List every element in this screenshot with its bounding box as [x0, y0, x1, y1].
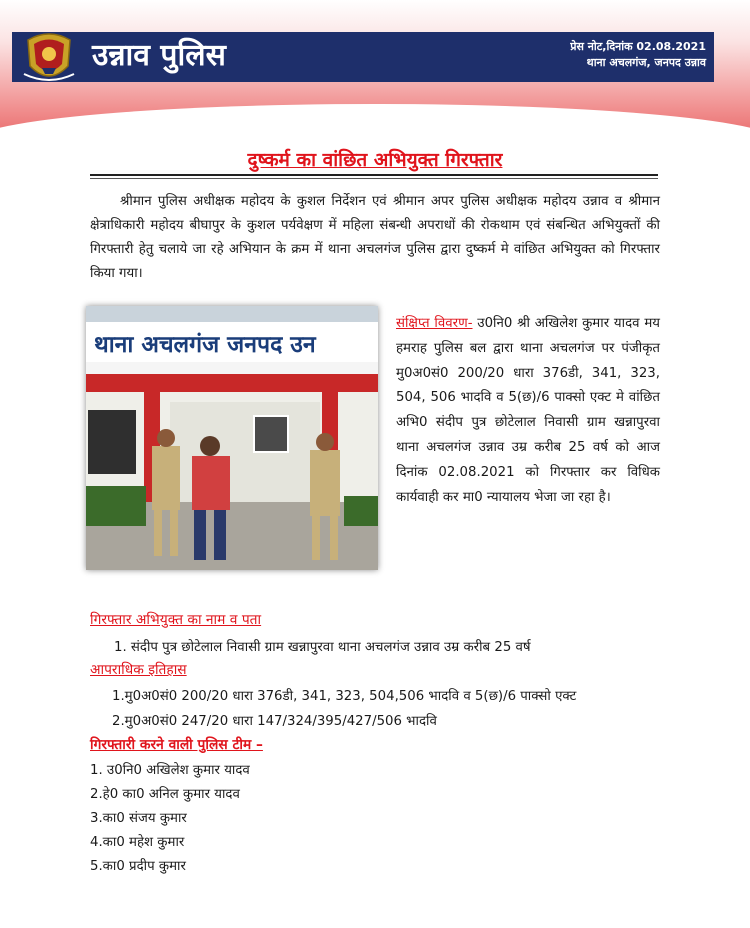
history-item: 1.मु0अ0सं0 200/20 धारा 376डी, 341, 323, 504,506 भादवि व 5(छ)/6 पाक्सो एक्ट [112, 689, 577, 704]
summary-label: संक्षिप्त विवरण- [396, 316, 473, 331]
title-rule-thin [90, 178, 658, 179]
press-note [570, 39, 706, 71]
brand-name: उन्नाव पुलिस [92, 38, 226, 73]
press-note-station: थाना अचलगंज, जनपद उन्नाव [586, 56, 706, 69]
team-member: 5.का0 प्रदीप कुमार [90, 859, 186, 874]
summary-text: उ0नि0 श्री अखिलेश कुमार यादव मय हमराह पुलिस बल द्वारा थाना अचलगंज पर पंजीकृत मु0अ0सं0 200/20 धारा 376डी, 341, 323, 504, 506 भादवि व 5(छ)/6 पाक्सो एक्ट मे वांछित अभि0 संदीप पुत्र छोटेलाल निवासी ग्राम खन्नापुरवा थाना अचलगंज उन्नाव उम्र करीब 25 वर्ष को आज दिनांक 02.08.2021 को गिरफ्तार कर विधिक कार्यवाही कर मा0 न्यायालय भेजा जा रहा है। [396, 316, 660, 505]
summary-paragraph [396, 312, 660, 510]
history-item: 2.मु0अ0सं0 247/20 धारा 147/324/395/427/506 भादवि [112, 714, 437, 729]
page-title: दुष्कर्म का वांछित अभियुक्त गिरफ्तार [247, 149, 503, 171]
press-note-date: प्रेस नोट,दिनांक 02.08.2021 [570, 40, 706, 53]
arrest-photo [86, 306, 378, 570]
station-sign-text: थाना अचलगंज जनपद उन [94, 332, 316, 358]
team-member: 4.का0 महेश कुमार [90, 835, 185, 850]
team-member: 3.का0 संजय कुमार [90, 811, 187, 826]
team-member: 1. उ0नि0 अखिलेश कुमार यादव [90, 763, 250, 778]
arrested-heading: गिरफ्तार अभियुक्त का नाम व पता [90, 612, 262, 628]
arrested-item: 1. संदीप पुत्र छोटेलाल निवासी ग्राम खन्नापुरवा थाना अचलगंज उन्नाव उम्र करीब 25 वर्ष [114, 640, 531, 655]
intro-paragraph: श्रीमान पुलिस अधीक्षक महोदय के कुशल निर्देशन एवं श्रीमान अपर पुलिस अधीक्षक महोदय उन्नाव व श्रीमान क्षेत्राधिकारी महोदय बीघापुर के कुशल पर्यवेक्षण में महिला संबन्धी अपराधों की रोकथाम एवं संबन्धित अभियुक्तों की गिरफ्तारी हेतु चलाये जा रहे अभियान के क्रम में थाना अचलगंज पुलिस द्वारा दुष्कर्म मे वांछित अभियुक्त को गिरफ्तार किया गया। [90, 194, 660, 281]
history-heading: आपराधिक इतिहास [90, 662, 187, 678]
team-member: 2.हे0 का0 अनिल कुमार यादव [90, 787, 240, 802]
up-police-emblem-icon [20, 30, 78, 86]
title-rule [90, 174, 658, 176]
team-heading: गिरफ्तारी करने वाली पुलिस टीम – [90, 737, 263, 753]
